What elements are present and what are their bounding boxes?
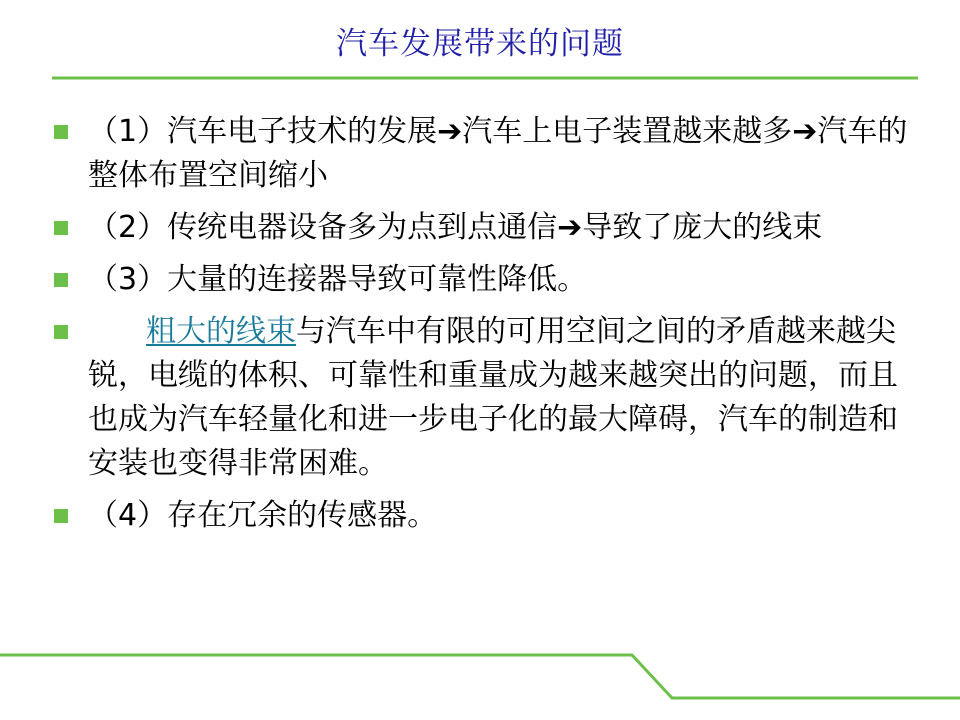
arrow-right-icon: ➔ [437, 114, 463, 149]
slide-title: 汽车发展带来的问题 [336, 26, 624, 62]
item-5-text: （4）存在冗余的传感器。 [88, 498, 438, 533]
list-item [52, 206, 922, 250]
list-item [52, 494, 922, 538]
square-bullet-icon [54, 273, 68, 287]
item-4-text: 与汽车中有限的可用空间之间的矛盾越来越尖锐，电缆的体积、可靠性和重量成为越来越突出的问题，而且也成为汽车轻量化和进一步电子化的最大障碍，汽车的制造和安装也变得非常困难。 [88, 314, 898, 481]
item-2-text-after: 导致了庞大的线束 [582, 210, 823, 245]
item-3-text: （3）大量的连接器导致可靠性降低。 [88, 262, 588, 297]
item-2-text-before: （2）传统电器设备多为点到点通信 [88, 210, 558, 245]
square-bullet-icon [54, 221, 68, 235]
item-1-text-before: （1）汽车电子技术的发展 [88, 114, 438, 149]
item-1-text-mid: 汽车上电子装置越来越多 [462, 114, 793, 149]
list-item [52, 110, 922, 198]
arrow-right-icon: ➔ [557, 210, 583, 245]
item-1-text-after: 汽车的整体布置空间缩小 [88, 114, 908, 193]
square-bullet-icon [54, 509, 68, 523]
bottom-decoration [0, 640, 960, 720]
square-bullet-icon [54, 325, 68, 339]
bullet-list [52, 110, 922, 546]
square-bullet-icon [54, 125, 68, 139]
list-item [52, 258, 922, 302]
thick-harness-link[interactable]: 粗大的线束 [146, 314, 296, 349]
list-item [52, 310, 922, 486]
arrow-right-icon: ➔ [792, 114, 818, 149]
